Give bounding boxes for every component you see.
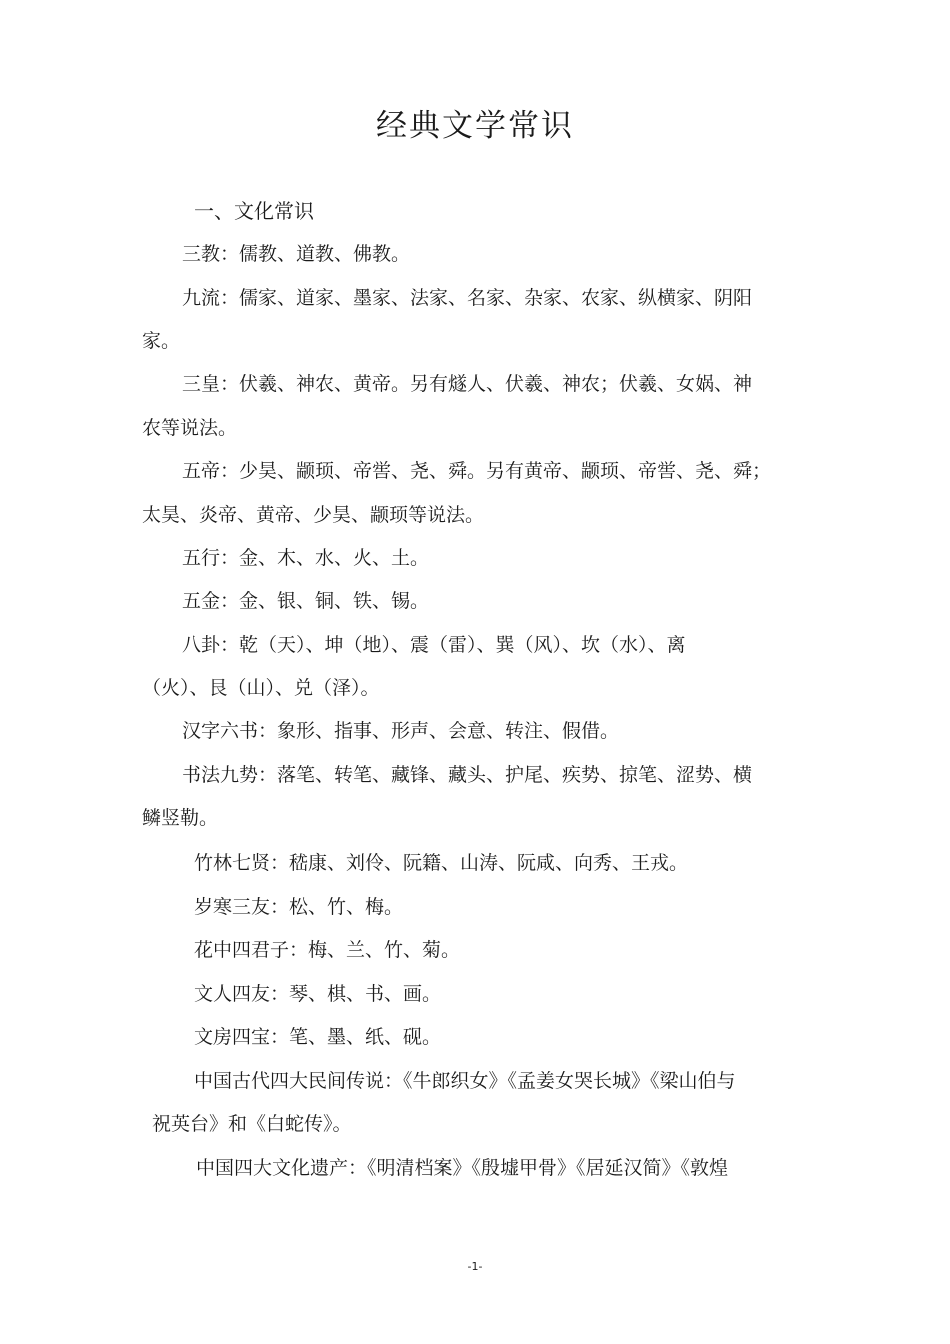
text-line: 太昊、炎帝、黄帝、少昊、颛顼等说法。 (142, 504, 485, 526)
text-line: （火）、艮（山）、兑（泽）。 (142, 677, 380, 699)
text-line: 五金：金、银、铜、铁、锡。 (182, 590, 430, 612)
text-line: 五帝：少昊、颛顼、帝喾、尧、舜。另有黄帝、颛顼、帝喾、尧、舜； (182, 460, 772, 482)
text-line: 五行：金、木、水、火、土。 (182, 547, 430, 569)
text-line: 书法九势：落笔、转笔、藏锋、藏头、护尾、疾势、掠笔、涩势、横 (182, 764, 753, 786)
page-number: -1- (467, 1260, 483, 1273)
text-line: 中国四大文化遗产：《明清档案》《殷墟甲骨》《居延汉简》《敦煌 (196, 1157, 729, 1179)
text-line: 祝英台》和《白蛇传》。 (152, 1113, 352, 1135)
text-line: 花中四君子：梅、兰、竹、菊。 (194, 939, 461, 961)
text-line: 中国古代四大民间传说：《牛郎织女》《孟姜女哭长城》《梁山伯与 (194, 1070, 736, 1092)
text-line: 农等说法。 (142, 417, 238, 439)
text-line: 八卦：乾（天）、坤（地）、震（雷）、巽（风）、坎（水）、离 (182, 634, 686, 656)
text-line: 岁寒三友：松、竹、梅。 (194, 896, 404, 918)
section-heading: 一、文化常识 (194, 199, 314, 223)
text-line: 汉字六书：象形、指事、形声、会意、转注、假借。 (182, 720, 620, 742)
text-line: 三皇：伏羲、神农、黄帝。另有燧人、伏羲、神农；伏羲、女娲、神 (182, 373, 753, 395)
text-line: 文人四友：琴、棋、书、画。 (194, 983, 442, 1005)
text-line: 家。 (142, 330, 181, 352)
document-title: 经典文学常识 (376, 108, 574, 144)
text-line: 九流：儒家、道家、墨家、法家、名家、杂家、农家、纵横家、阴阳 (182, 287, 753, 309)
text-line: 文房四宝：笔、墨、纸、砚。 (194, 1026, 442, 1048)
text-line: 鳞竖勒。 (142, 807, 219, 829)
text-line: 三教：儒教、道教、佛教。 (182, 243, 411, 265)
text-line: 竹林七贤：嵇康、刘伶、阮籍、山涛、阮咸、向秀、王戎。 (194, 852, 689, 874)
